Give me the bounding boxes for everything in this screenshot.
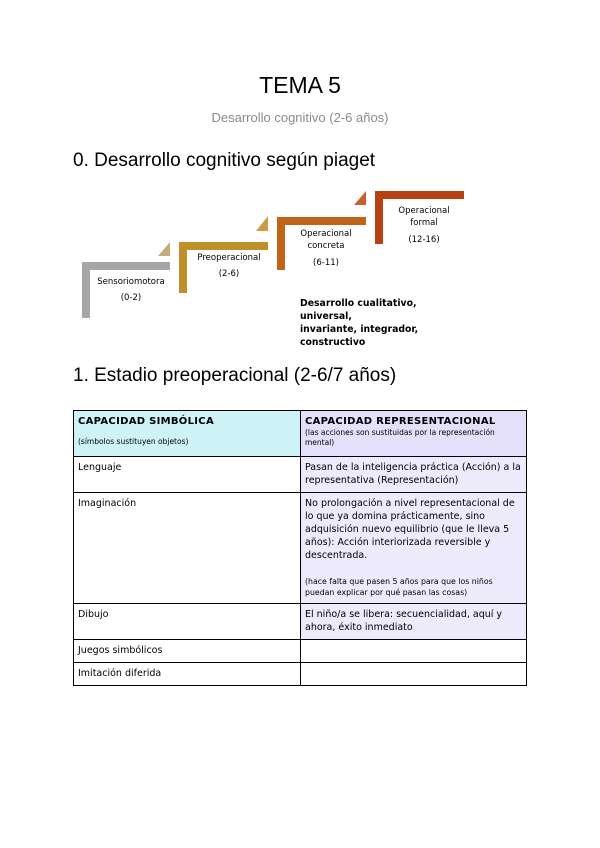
- stage-4-name-line2: formal: [410, 218, 438, 228]
- step-sensoriomotora-corner: [158, 242, 170, 256]
- development-summary: [300, 297, 470, 349]
- table-row: [74, 663, 527, 686]
- header-capacidad-representacional: [301, 411, 527, 457]
- col1-title: CAPACIDAD SIMBÓLICA: [78, 416, 214, 427]
- row-description: Pasan de la inteligencia práctica (Acción) a la representativa (Representación): [301, 457, 527, 493]
- stage-3-name-line2: concreta: [307, 241, 345, 251]
- stage-4-age: (12-16): [408, 235, 440, 245]
- table-row: [74, 493, 527, 604]
- row-note: (hace falta que pasen 5 años para que los niños puedan explicar por qué pasan las cosas): [305, 577, 493, 597]
- row-description: El niño/a se libera: secuencialidad, aquí y ahora, éxito inmediato: [301, 604, 527, 640]
- stage-4-name-line1: Operacional: [398, 206, 450, 216]
- row-label: Lenguaje: [74, 457, 301, 493]
- row-description-text: No prolongación a nivel representacional de lo que ya domina prácticamente, sino adquisición nuevo equilibrio (que le lleva 5 años): Acción interiorizada reversible y descentrada.: [305, 498, 515, 561]
- page-subtitle: Desarrollo cognitivo (2-6 años): [211, 110, 389, 125]
- col1-subtitle: (símbolos sustituyen objetos): [78, 437, 189, 446]
- step-preoperacional-corner: [256, 216, 268, 231]
- table-row: [74, 457, 527, 493]
- step-sensoriomotora-shape: [82, 262, 170, 318]
- stage-3-label: [283, 228, 369, 252]
- row-description: [301, 493, 527, 604]
- row-label: Juegos simbólicos: [74, 640, 301, 663]
- stage-2-label: [186, 252, 272, 264]
- page-title: TEMA 5: [259, 72, 341, 98]
- table-header-row: [74, 411, 527, 457]
- stage-1-label: [88, 276, 174, 288]
- row-label: Imaginación: [74, 493, 301, 604]
- stage-2-age: (2-6): [218, 269, 240, 279]
- col2-subtitle: (las acciones son sustituidas por la representación mental): [305, 428, 495, 447]
- table-row: [74, 604, 527, 640]
- section-heading-piaget: 0. Desarrollo cognitivo según piaget: [73, 150, 376, 171]
- row-label: Imitación diferida: [74, 663, 301, 686]
- row-description: [301, 640, 527, 663]
- col2-title: CAPACIDAD REPRESENTACIONAL: [305, 416, 496, 427]
- staircase-graphic: [0, 0, 600, 340]
- summary-line-2: invariante, integrador, constructivo: [300, 324, 419, 348]
- section-heading-preoperacional: 1. Estadio preoperacional (2-6/7 años): [73, 365, 397, 386]
- preoperational-table: [73, 410, 527, 686]
- stage-1-age: (0-2): [120, 293, 142, 303]
- stage-2-name: Preoperacional: [197, 253, 261, 263]
- step-operacional-concreta-corner: [354, 191, 366, 205]
- row-description: [301, 663, 527, 686]
- piaget-stages-diagram: [0, 0, 600, 348]
- step-preoperacional-shape: [179, 242, 268, 293]
- stage-3-name-line1: Operacional: [300, 229, 352, 239]
- summary-line-1: Desarrollo cualitativo, universal,: [300, 298, 417, 322]
- table-row: [74, 640, 527, 663]
- header-capacidad-simbolica: [74, 411, 301, 457]
- row-label: Dibujo: [74, 604, 301, 640]
- stage-4-label: [381, 205, 467, 229]
- stage-3-age: (6-11): [313, 258, 339, 268]
- stage-1-name: Sensoriomotora: [97, 277, 165, 287]
